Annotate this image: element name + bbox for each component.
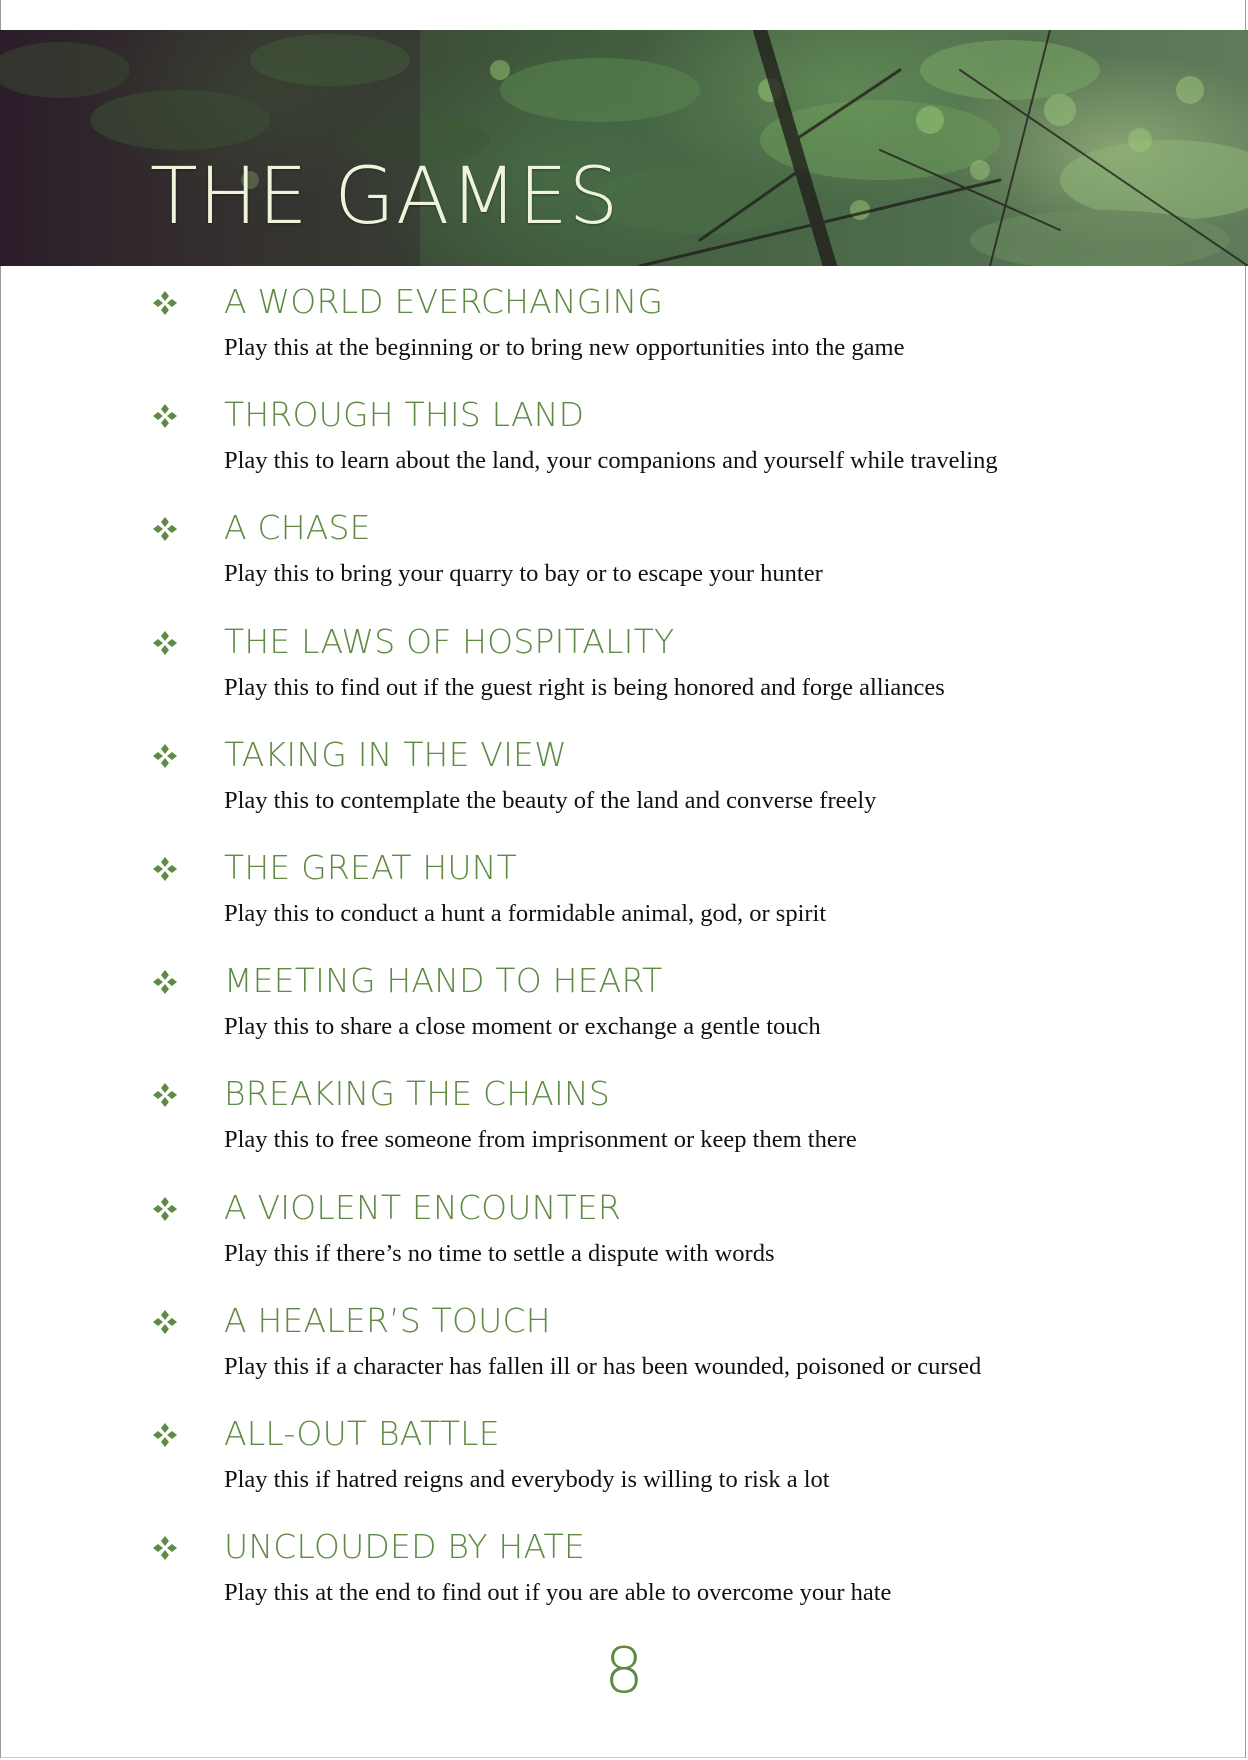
four-diamond-bullet-icon	[150, 1080, 180, 1110]
game-title: MEETING HAND TO HEART	[224, 961, 663, 1001]
game-title: ALL-OUT BATTLE	[224, 1413, 500, 1453]
four-diamond-bullet-icon	[150, 1420, 180, 1450]
game-description: Play this at the end to find out if you are able to overcome your hate	[224, 1579, 892, 1607]
game-item	[0, 1412, 1248, 1525]
four-diamond-bullet-icon	[150, 967, 180, 997]
game-item	[0, 506, 1248, 619]
four-diamond-bullet-icon	[150, 854, 180, 884]
game-title: THROUGH THIS LAND	[224, 395, 585, 435]
page-title: THE GAMES	[150, 152, 620, 242]
game-item	[0, 620, 1248, 733]
game-item	[0, 1299, 1248, 1412]
game-title: A CHASE	[224, 508, 371, 548]
game-item	[0, 280, 1248, 393]
game-title: A VIOLENT ENCOUNTER	[224, 1187, 622, 1227]
game-description: Play this to free someone from imprisonment or keep them there	[224, 1126, 857, 1154]
games-list	[0, 280, 1248, 1638]
game-description: Play this at the beginning or to bring new opportunities into the game	[224, 334, 905, 361]
game-description: Play this to conduct a hunt a formidable animal, god, or spirit	[224, 899, 827, 927]
game-title: A WORLD EVERCHANGING	[224, 282, 664, 321]
game-title: THE LAWS OF HOSPITALITY	[224, 621, 675, 661]
four-diamond-bullet-icon	[150, 1533, 180, 1563]
game-item	[0, 846, 1248, 959]
game-description: Play this to contemplate the beauty of the land and converse freely	[224, 786, 877, 814]
four-diamond-bullet-icon	[150, 1194, 180, 1224]
four-diamond-bullet-icon	[150, 401, 180, 431]
forest-header-banner	[0, 30, 1248, 266]
game-description: Play this to bring your quarry to bay or to escape your hunter	[224, 560, 823, 588]
game-title: UNCLOUDED BY HATE	[224, 1527, 586, 1567]
four-diamond-bullet-icon	[150, 1307, 180, 1337]
game-title: A HEALER’S TOUCH	[224, 1300, 551, 1340]
game-description: Play this to learn about the land, your companions and yourself while traveling	[224, 447, 998, 475]
game-description: Play this to share a close moment or exchange a gentle touch	[224, 1013, 821, 1041]
game-item	[0, 1525, 1248, 1638]
page-number: 8	[604, 1634, 644, 1707]
four-diamond-bullet-icon	[150, 514, 180, 544]
game-description: Play this to find out if the guest right is being honored and forge alliances	[224, 673, 945, 701]
game-item	[0, 959, 1248, 1072]
game-item	[0, 1072, 1248, 1185]
game-title: THE GREAT HUNT	[224, 847, 517, 887]
game-description: Play this if there’s no time to settle a dispute with words	[224, 1239, 775, 1267]
game-item	[0, 393, 1248, 506]
four-diamond-bullet-icon	[150, 628, 180, 658]
game-item	[0, 1186, 1248, 1299]
game-item	[0, 733, 1248, 846]
game-title: BREAKING THE CHAINS	[224, 1074, 610, 1114]
game-description: Play this if hatred reigns and everybody is willing to risk a lot	[224, 1465, 830, 1493]
four-diamond-bullet-icon	[150, 288, 180, 318]
four-diamond-bullet-icon	[150, 741, 180, 771]
game-title: TAKING IN THE VIEW	[224, 734, 567, 774]
game-description: Play this if a character has fallen ill or has been wounded, poisoned or cursed	[224, 1352, 982, 1380]
